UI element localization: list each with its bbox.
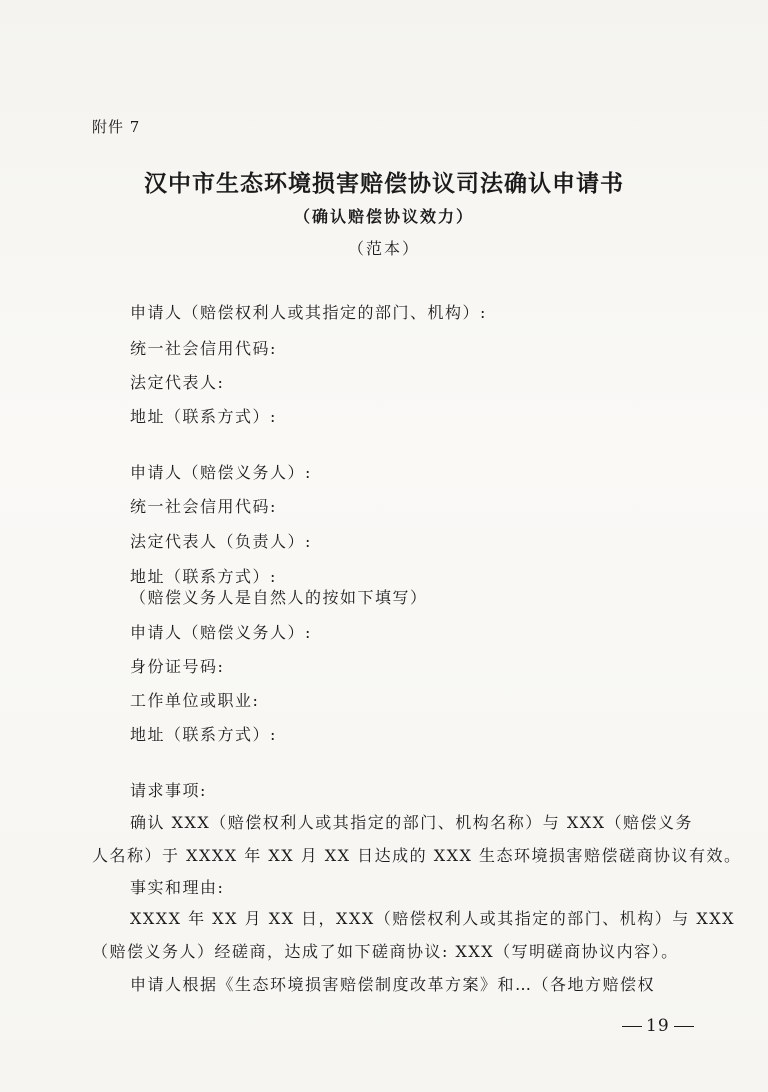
document-subtitle: （确认赔偿协议效力） (293, 207, 474, 226)
page-number-value: 19 (646, 1016, 670, 1036)
request-text-line-2: 人名称）于 XXXX 年 XX 月 XX 日达成的 XXX 生态环境损害赔偿磋商协议有效。 (92, 846, 742, 865)
field-applicant-obligor: 申请人（赔偿义务人）: (130, 463, 312, 482)
field-credit-code: 统一社会信用代码: (130, 339, 277, 358)
field-applicant-rights-holder: 申请人（赔偿权利人或其指定的部门、机构）: (130, 303, 487, 322)
attachment-label: 附件 7 (92, 118, 141, 136)
request-heading: 请求事项: (130, 781, 207, 800)
facts-text-line-2: （赔偿义务人）经磋商，达成了如下磋商协议: XXX（写明磋商协议内容）。 (92, 942, 679, 961)
field-address-contact: 地址（联系方式）: (130, 407, 277, 426)
document-title: 汉中市生态环境损害赔偿协议司法确认申请书 (144, 170, 624, 197)
facts-text-line-3: 申请人根据《生态环境损害赔偿制度改革方案》和…（各地方赔偿权 (130, 975, 656, 994)
facts-heading: 事实和理由: (130, 878, 225, 897)
right-dash (674, 1026, 694, 1027)
sample-note: （范本） (347, 239, 420, 258)
field-credit-code-2: 统一社会信用代码: (130, 497, 277, 516)
field-legal-representative-2: 法定代表人（负责人）: (130, 532, 312, 551)
field-address-contact-3: 地址（联系方式）: (130, 725, 277, 744)
left-dash (622, 1026, 642, 1027)
field-address-contact-2: 地址（联系方式）: (130, 567, 277, 586)
field-applicant-obligor-natural: 申请人（赔偿义务人）: (130, 623, 312, 642)
field-legal-representative: 法定代表人: (130, 373, 225, 392)
field-id-number: 身份证号码: (130, 657, 225, 676)
field-employer-occupation: 工作单位或职业: (130, 691, 260, 710)
natural-person-note: （赔偿义务人是自然人的按如下填写） (130, 588, 428, 607)
page-number (618, 1016, 698, 1036)
request-text-line-1: 确认 XXX（赔偿权利人或其指定的部门、机构名称）与 XXX（赔偿义务 (130, 813, 694, 832)
facts-text-line-1: XXXX 年 XX 月 XX 日，XXX（赔偿权利人或其指定的部门、机构）与 XXX (130, 909, 735, 928)
